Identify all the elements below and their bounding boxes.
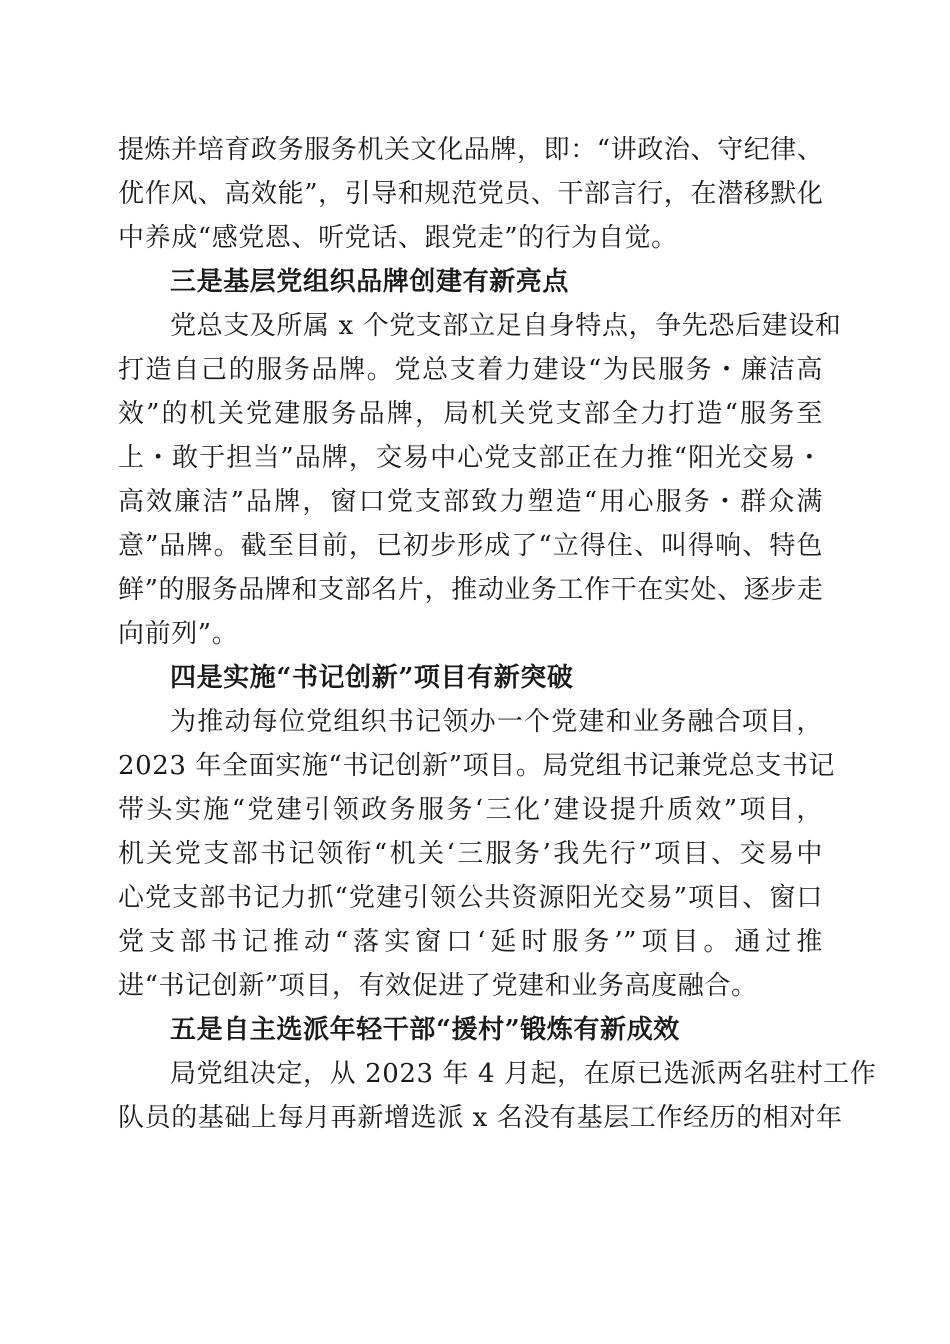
- body-paragraph: [118, 304, 842, 656]
- text-line: 中养成“感党恩、听党话、跟党走”的行为自觉。: [118, 223, 678, 253]
- text-line: 党支部书记推动“落实窗口‘延时服务’”项目。通过推: [118, 927, 823, 957]
- body-paragraph: [118, 1052, 877, 1140]
- section-heading: [118, 260, 823, 304]
- text-line: 鲜”的服务品牌和支部名片，推动业务工作干在实处、逐步走: [118, 575, 824, 605]
- section-heading: [118, 1008, 823, 1052]
- document-body: [118, 128, 877, 1140]
- heading-text: 四是实施“书记创新”项目有新突破: [170, 663, 574, 693]
- text-line: 打造自己的服务品牌。党总支着力建设“为民服务・廉洁高: [118, 355, 823, 385]
- heading-text: 三是基层党组织品牌创建有新亮点: [170, 267, 570, 297]
- text-line: 队员的基础上每月再新增选派 x 名没有基层工作经历的相对年: [118, 1103, 843, 1133]
- text-line: 带头实施“党建引领政务服务‘三化’建设提升质效”项目，: [118, 795, 823, 825]
- text-line: 提炼并培育政务服务机关文化品牌，即：“讲政治、守纪律、: [118, 135, 824, 165]
- text-line: 2023 年全面实施“书记创新”项目。局党组书记兼党总支书记: [118, 751, 836, 781]
- text-line: 进“书记创新”项目，有效促进了党建和业务高度融合。: [118, 971, 758, 1001]
- text-line: 高效廉洁”品牌，窗口党支部致力塑造“用心服务・群众满: [118, 487, 823, 517]
- text-line: 效”的机关党建服务品牌，局机关党支部全力打造“服务至: [118, 399, 823, 429]
- text-line: 机关党支部书记领衔“机关‘三服务’我先行”项目、交易中: [118, 839, 823, 869]
- text-line: 党总支及所属 x 个党支部立足自身特点，争先恐后建设和: [170, 311, 842, 341]
- text-line: 向前列”。: [118, 619, 239, 649]
- text-line: 意”品牌。截至目前，已初步形成了“立得住、叫得响、特色: [118, 531, 823, 561]
- body-paragraph: [118, 128, 823, 260]
- body-paragraph: [118, 700, 836, 1008]
- section-heading: [118, 656, 823, 700]
- text-line: 心党支部书记力抓“党建引领公共资源阳光交易”项目、窗口: [118, 883, 823, 913]
- heading-text: 五是自主选派年轻干部“援村”锻炼有新成效: [170, 1015, 680, 1045]
- text-line: 为推动每位党组织书记领办一个党建和业务融合项目，: [170, 707, 823, 737]
- text-line: 优作风、高效能”，引导和规范党员、干部言行，在潜移默化: [118, 179, 824, 209]
- text-line: 上・敢于担当”品牌，交易中心党支部正在力推“阳光交易・: [118, 443, 823, 473]
- text-line: 局党组决定，从 2023 年 4 月起，在原已选派两名驻村工作: [170, 1059, 877, 1089]
